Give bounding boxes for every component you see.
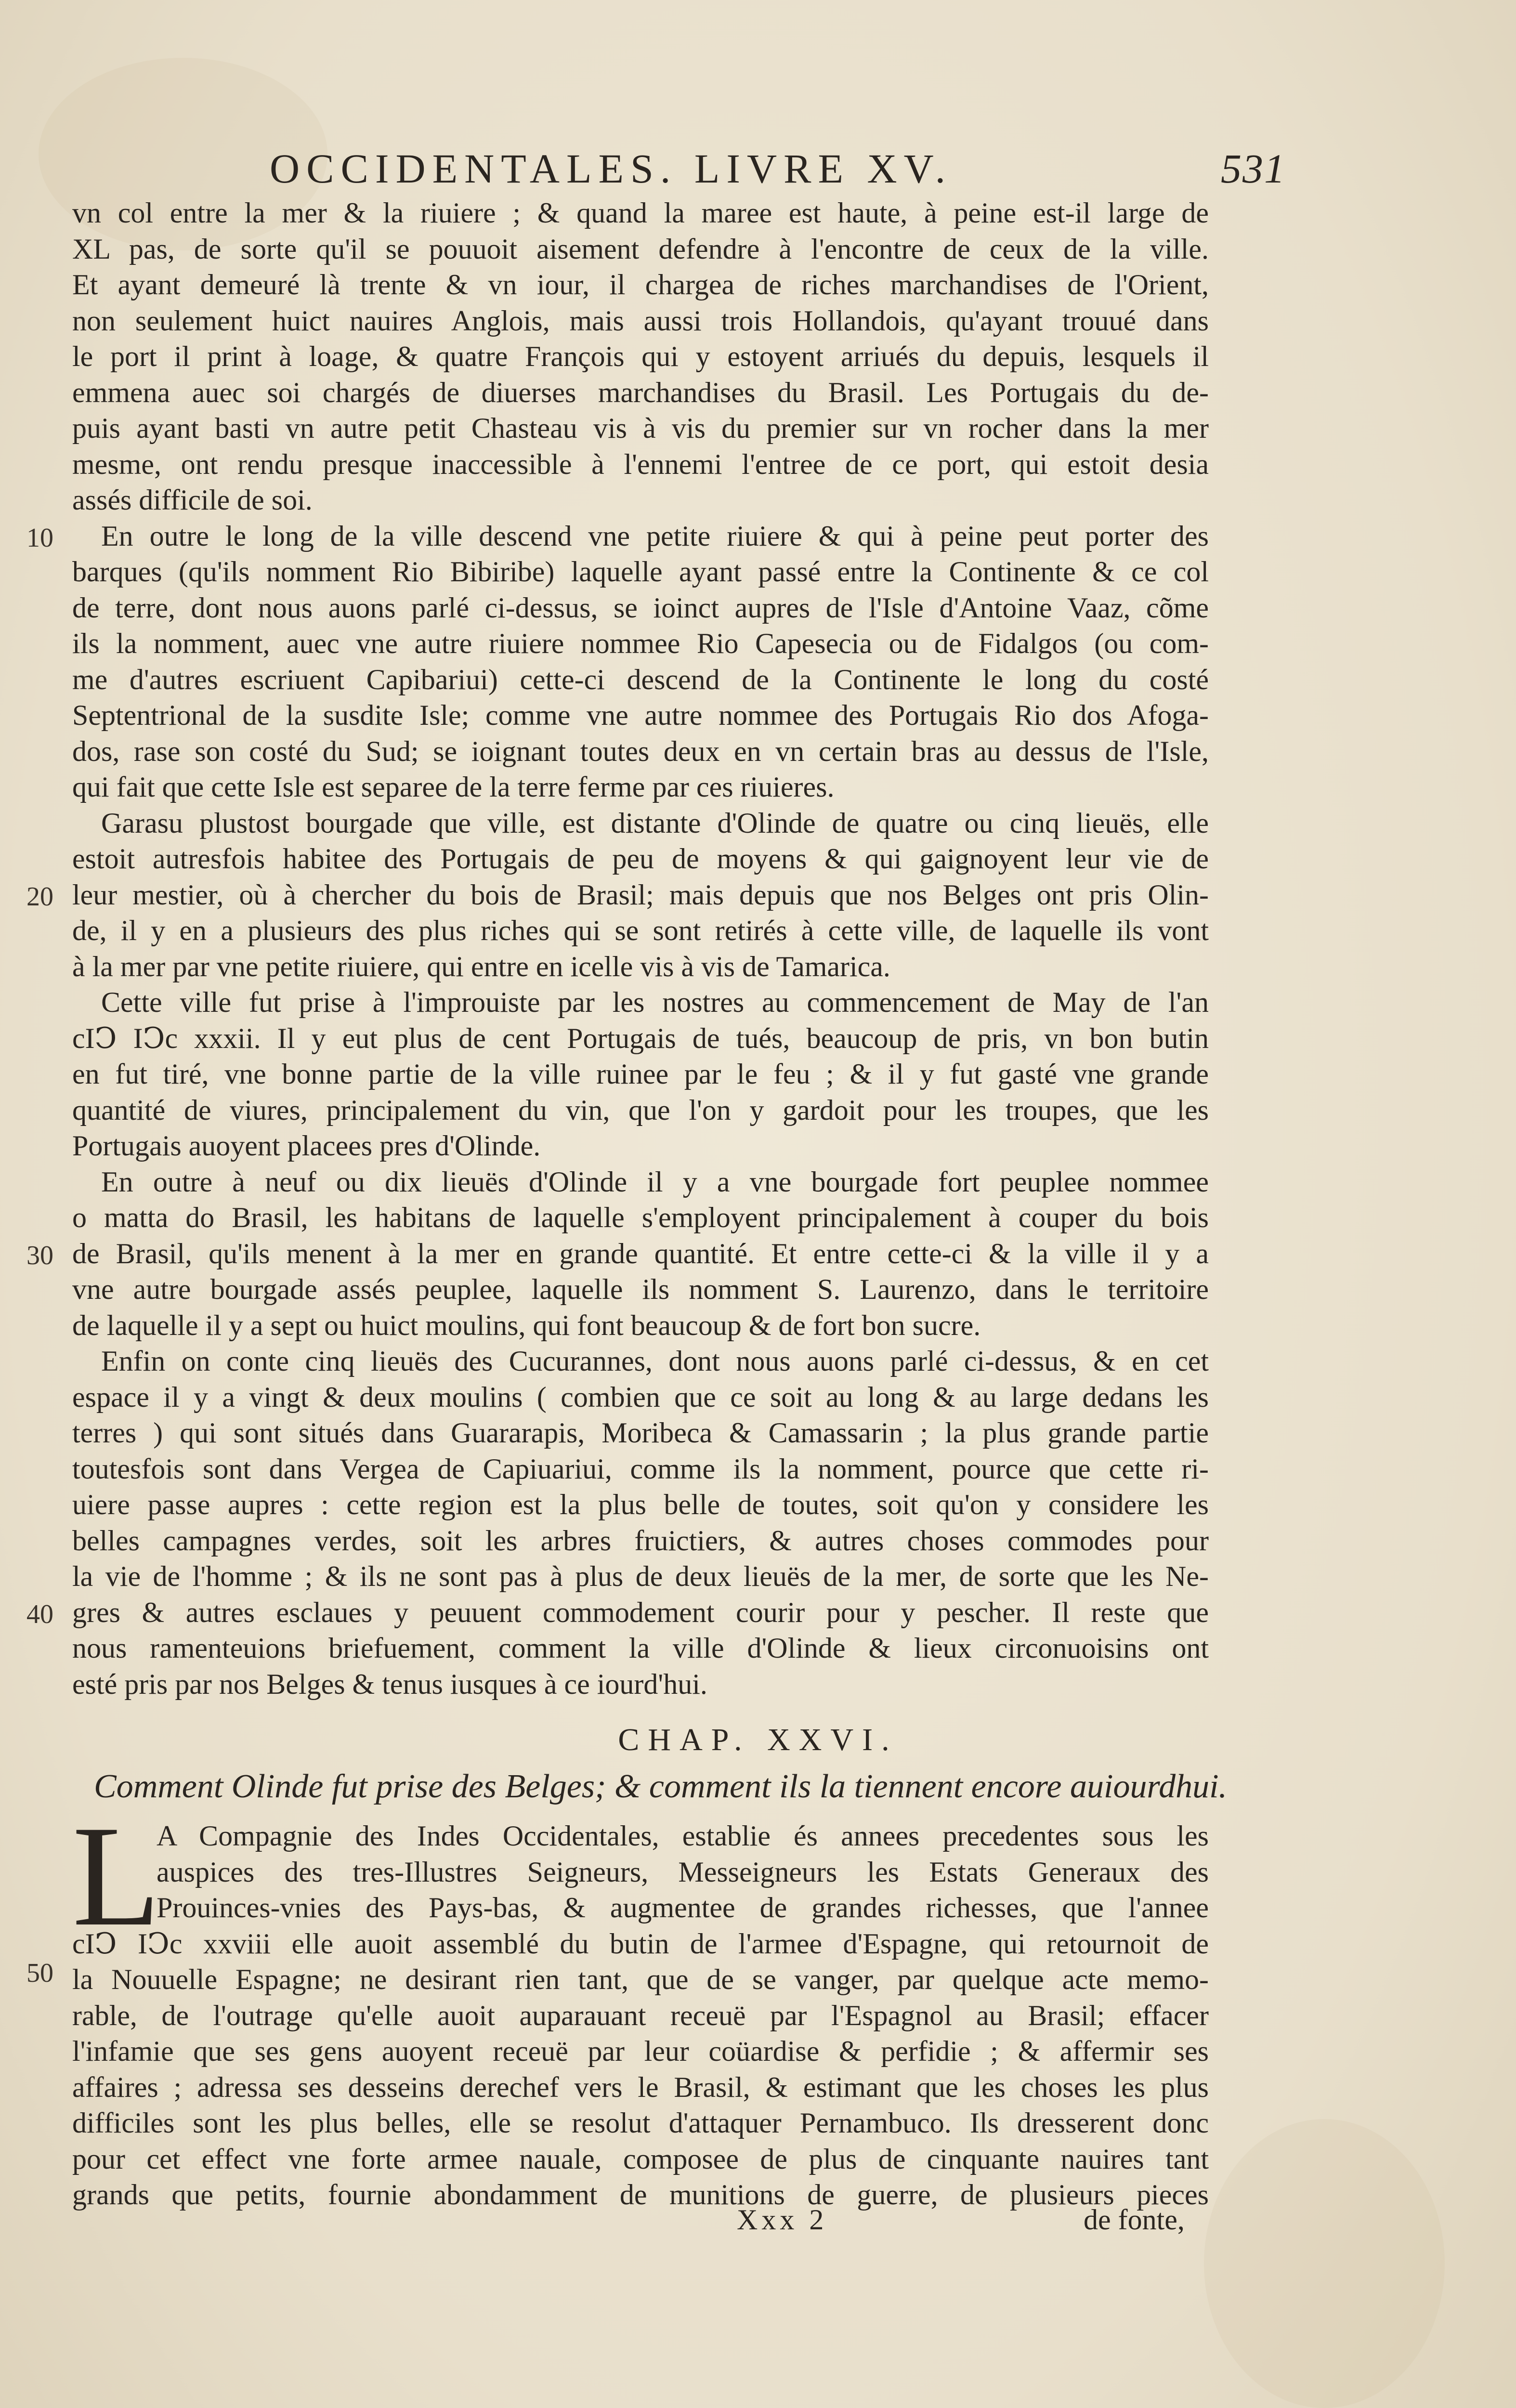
text-line: cIↃ IↃc xxxii. Il y eut plus de cent Portugais de tués, beaucoup de pris, vn bon butin bbox=[72, 1022, 1209, 1054]
margin-line-number: 50 bbox=[26, 1958, 53, 1988]
text-line: Cette ville fut prise à l'improuiste par les nostres au commencement de May de l'an bbox=[101, 986, 1209, 1018]
text-line: barques (qu'ils nomment Rio Bibiribe) laquelle ayant passé entre la Continente & ce col bbox=[72, 556, 1209, 588]
text-line: vn col entre la mer & la riuiere ; & quand la maree est haute, à peine est-il large de bbox=[72, 197, 1209, 229]
signature-mark: Xxx 2 bbox=[737, 2204, 828, 2236]
text-line: ils la nomment, auec vne autre riuiere nommee Rio Capesecia ou de Fidalgos (ou com- bbox=[72, 628, 1209, 659]
chapter-heading: CHAP. XXVI. bbox=[618, 1722, 898, 1757]
text-line: nous ramenteuions briefuement, comment la ville d'Olinde & lieux circonuoisins ont bbox=[72, 1632, 1209, 1664]
drop-cap-initial: L bbox=[72, 1796, 161, 1956]
text-line: terres ) qui sont situés dans Guararapis, Moribeca & Camassarin ; la plus grande partie bbox=[72, 1417, 1209, 1449]
running-header bbox=[270, 144, 1286, 202]
text-line: XL pas, de sorte qu'il se pouuoit aisement defendre à l'encontre de ceux de la ville. bbox=[72, 233, 1209, 265]
text-line: difficiles sont les plus belles, elle se resolut d'attaquer Pernambuco. Ils dresserent donc bbox=[72, 2107, 1209, 2139]
text-line: non seulement huict nauires Anglois, mais aussi trois Hollandois, qu'ayant trouué dans bbox=[72, 304, 1209, 337]
text-line: pour cet effect vne forte armee nauale, composee de plus de cinquante nauires tant bbox=[72, 2143, 1209, 2175]
margin-line-number: 30 bbox=[26, 1241, 53, 1270]
text-line: de, il y en a plusieurs des plus riches qui se sont retirés à cette ville, de laquelle ils vont bbox=[72, 915, 1209, 946]
margin-line-number: 10 bbox=[26, 523, 53, 553]
text-line: rable, de l'outrage qu'elle auoit auparauant receuë par l'Espagnol au Brasil; effacer bbox=[72, 1999, 1209, 2031]
folio-number: 531 bbox=[1221, 145, 1286, 192]
text-line: à la mer par vne petite riuiere, qui entre en icelle vis à vis de Tamarica. bbox=[72, 950, 890, 982]
text-line: En outre le long de la ville descend vne petite riuiere & qui à peine peut porter des bbox=[101, 520, 1209, 552]
paper-stain bbox=[1204, 2119, 1445, 2408]
text-line: puis ayant basti vn autre petit Chasteau vis à vis du premier sur vn rocher dans la mer bbox=[72, 412, 1209, 444]
text-line: dos, rase son costé du Sud; se ioignant toutes deux en vn certain bras au dessus de l'Isle, bbox=[72, 735, 1209, 767]
text-line: la Nouuelle Espagne; ne desirant rien tant, que de se vanger, par quelque acte memo- bbox=[72, 1963, 1209, 1995]
text-line: de terre, dont nous auons parlé ci-dessus, se ioinct aupres de l'Isle d'Antoine Vaaz, cõme bbox=[72, 591, 1209, 624]
text-line: esté pris par nos Belges & tenus iusques à ce iourd'hui. bbox=[72, 1668, 707, 1700]
text-line: uiere passe aupres : cette region est la plus belle de toutes, soit qu'on y considere les bbox=[72, 1489, 1209, 1520]
text-line: Septentrional de la susdite Isle; comme vne autre nommee des Portugais Rio dos Afoga- bbox=[72, 699, 1209, 731]
text-line: la vie de l'homme ; & ils ne sont pas à plus de deux lieuës de la mer, de sorte que les Ne- bbox=[72, 1560, 1209, 1592]
text-line: emmena auec soi chargés de diuerses marchandises du Brasil. Les Portugais du de- bbox=[72, 376, 1209, 408]
text-line: o matta do Brasil, les habitans de laquelle s'employent principalement à couper du bois bbox=[72, 1202, 1209, 1233]
text-line: affaires ; adressa ses desseins derechef vers le Brasil, & estimant que les choses les plus bbox=[72, 2071, 1209, 2103]
text-line: en fut tiré, vne bonne partie de la ville ruinee par le feu ; & il y fut gasté vne grande bbox=[72, 1058, 1209, 1090]
text-line: me d'autres escriuent Capibariui) cette-ci descend de la Continente le long du costé bbox=[72, 663, 1209, 695]
text-line: estoit autresfois habitee des Portugais de peu de moyens & qui gaignoyent leur vie de bbox=[72, 843, 1209, 875]
text-line: l'infamie que ses gens auoyent receuë par leur coüardise & perfidie ; & affermir ses bbox=[72, 2035, 1209, 2067]
text-line: toutesfois sont dans Vergea de Capiuariui, comme ils la nomment, pource que cette ri- bbox=[72, 1453, 1209, 1485]
text-line: de laquelle il y a sept ou huict moulins, qui font beaucoup & de fort bon sucre. bbox=[72, 1309, 981, 1341]
text-line: mesme, ont rendu presque inaccessible à l'ennemi l'entree de ce port, qui estoit desia bbox=[72, 448, 1209, 480]
text-line: Prouinces-vnies des Pays-bas, & augmentee de grandes richesses, que l'annee bbox=[157, 1892, 1209, 1924]
margin-line-number: 40 bbox=[26, 1599, 53, 1629]
text-line: assés difficile de soi. bbox=[72, 484, 313, 516]
margin-line-number: 20 bbox=[26, 882, 53, 912]
text-line: Portugais auoyent placees pres d'Olinde. bbox=[72, 1130, 541, 1162]
text-line: auspices des tres-Illustres Seigneurs, Messeigneurs les Estats Generaux des bbox=[157, 1856, 1209, 1888]
text-line: le port il print à loage, & quatre François qui y estoyent arriués du depuis, lesquels il bbox=[72, 340, 1209, 372]
catchword: de fonte, bbox=[1084, 2204, 1185, 2236]
chapter-text bbox=[72, 1796, 1209, 2213]
text-line: vne autre bourgade assés peuplee, laquelle ils nomment S. Laurenzo, dans le territoire bbox=[72, 1273, 1209, 1305]
text-line: cIↃ IↃc xxviii elle auoit assemblé du butin de l'armee d'Espagne, qui retournoit de bbox=[72, 1927, 1209, 1960]
text-line: gres & autres esclaues y peuuent commodement courir pour y pescher. Il reste que bbox=[72, 1596, 1209, 1628]
text-line: leur mestier, où à chercher du bois de Brasil; mais depuis que nos Belges ont pris Olin- bbox=[72, 878, 1209, 911]
text-line: belles campagnes verdes, soit les arbres fruictiers, & autres choses commodes pour bbox=[72, 1524, 1209, 1557]
text-line: Enfin on conte cinq lieuës des Cucurannes, dont nous auons parlé ci-dessus, & en cet bbox=[101, 1345, 1209, 1377]
text-line: Et ayant demeuré là trente & vn iour, il chargea de riches marchandises de l'Orient, bbox=[72, 269, 1209, 301]
text-line: A Compagnie des Indes Occidentales, establie és annees precedentes sous les bbox=[157, 1820, 1209, 1852]
text-line: quantité de viures, principalement du vin, que l'on y gardoit pour les troupes, que les bbox=[72, 1094, 1209, 1126]
text-line: En outre à neuf ou dix lieuës d'Olinde il y a vne bourgade fort peuplee nommee bbox=[101, 1165, 1209, 1198]
text-line: espace il y a vingt & deux moulins ( combien que ce soit au long & au large dedans les bbox=[72, 1381, 1209, 1413]
chapter-subtitle: Comment Olinde fut prise des Belges; & comment ils la tiennent encore auiourdhui. bbox=[94, 1768, 1228, 1805]
running-title: OCCIDENTALES. LIVRE XV. bbox=[270, 145, 953, 192]
text-line: qui fait que cette Isle est separee de la terre ferme par ces riuieres. bbox=[72, 771, 835, 803]
text-line: Garasu plustost bourgade que ville, est distante d'Olinde de quatre ou cinq lieuës, elle bbox=[101, 807, 1209, 839]
text-line: de Brasil, qu'ils menent à la mer en grande quantité. Et entre cette-ci & la ville il y a bbox=[72, 1237, 1209, 1269]
text-line: grands que petits, fournie abondamment de munitions de guerre, de plusieurs pieces bbox=[72, 2179, 1209, 2211]
body-text bbox=[72, 195, 1209, 1702]
